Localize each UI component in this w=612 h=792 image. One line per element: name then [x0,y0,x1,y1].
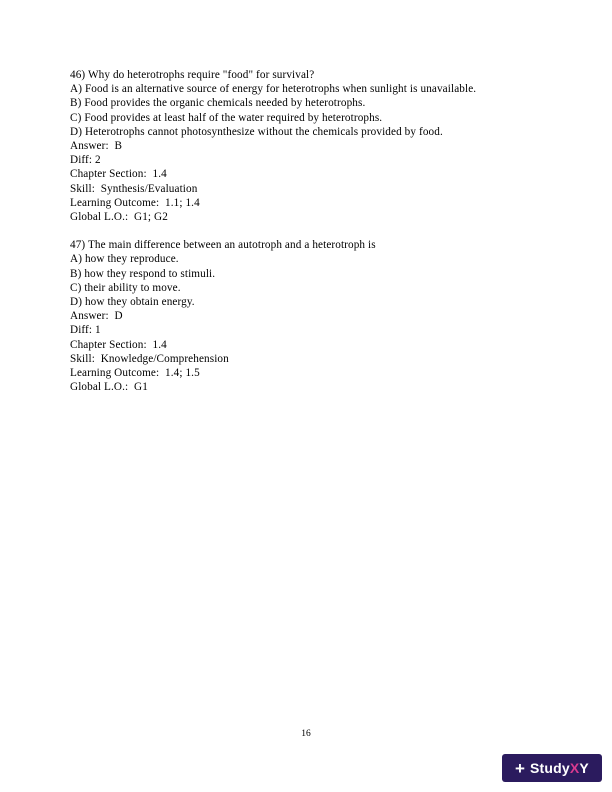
plus-icon: + [515,758,525,778]
brand-accent: X [569,760,580,776]
learning-outcome: Learning Outcome: 1.4; 1.5 [70,367,200,380]
studyxy-watermark [502,754,602,782]
chapter-section: Chapter Section: 1.4 [70,338,167,351]
skill: Skill: Synthesis/Evaluation [70,182,198,195]
difficulty: Diff: 2 [70,154,101,167]
answer-option-a: A) Food is an alternative source of energy for heterotrophs when sunlight is unavailable. [70,83,477,96]
question-block-47 [70,238,540,394]
answer-option-c: C) Food provides at least half of the water required by heterotrophs. [70,111,383,124]
answer-option-b: B) Food provides the organic chemicals needed by heterotrophs. [70,97,366,110]
page-number: 16 [301,729,311,739]
brand-end: Y [579,760,589,776]
answer-key: Answer: B [70,140,123,153]
brand-prefix: Stud [529,760,562,776]
chapter-section: Chapter Section: 1.4 [70,168,167,181]
learning-outcome: Learning Outcome: 1.1; 1.4 [70,196,200,209]
global-lo: Global L.O.: G1 [70,381,148,394]
skill: Skill: Knowledge/Comprehension [70,352,229,365]
question-line: 47) The main difference between an autotroph and a heterotroph is [70,239,376,252]
answer-option-a: A) how they reproduce. [70,253,179,266]
global-lo: Global L.O.: G1; G2 [70,211,168,224]
brand-label [530,760,589,776]
answer-option-c: C) their ability to move. [70,281,181,294]
document-body [70,68,540,408]
answer-option-b: B) how they respond to stimuli. [70,267,216,280]
answer-key: Answer: D [70,310,123,323]
brand-mid: y [561,760,570,776]
question-line: 46) Why do heterotrophs require "food" for survival? [70,69,315,81]
question-block-46 [70,68,540,224]
difficulty: Diff: 1 [70,324,101,337]
answer-option-d: D) how they obtain energy. [70,296,195,309]
answer-option-d: D) Heterotrophs cannot photosynthesize without the chemicals provided by food. [70,125,443,138]
